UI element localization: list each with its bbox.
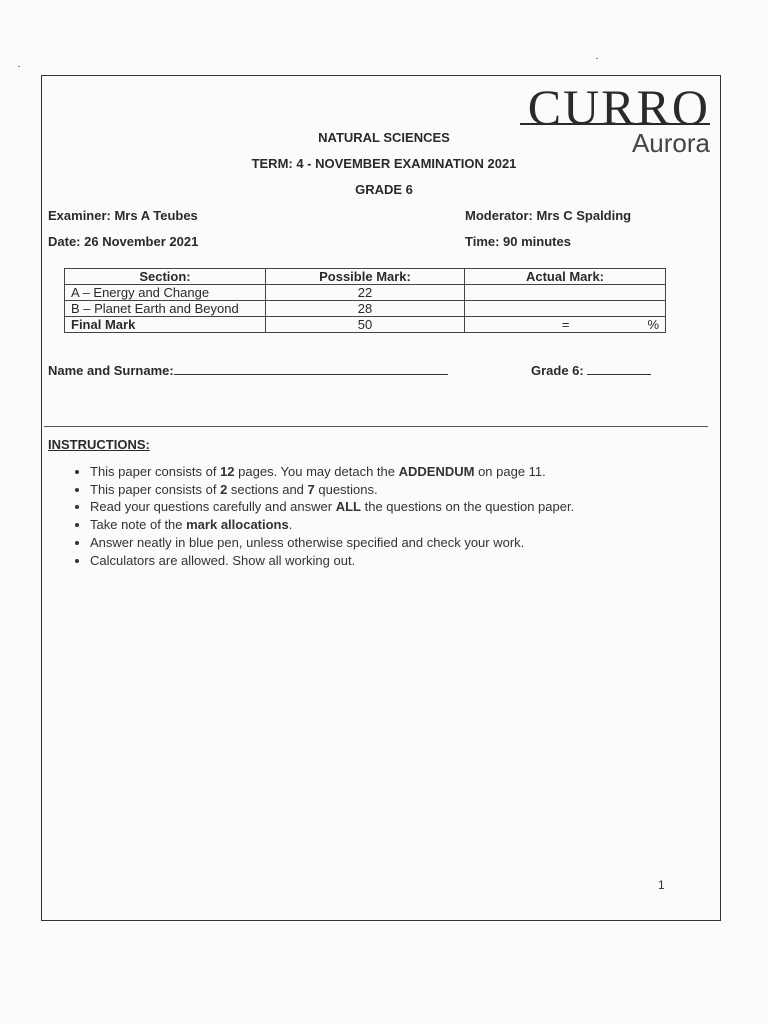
final-actual[interactable]: [465, 317, 666, 333]
exam-time: Time: 90 minutes: [465, 234, 571, 249]
list-item: • Calculators are allowed. Show all working out.: [90, 552, 574, 570]
instructions-list: [68, 463, 574, 569]
scan-speck: [18, 66, 20, 67]
name-blank[interactable]: [174, 362, 448, 375]
table-header-row: [65, 269, 666, 285]
exam-date: Date: 26 November 2021: [48, 234, 199, 249]
logo-brand: CURRO: [527, 79, 710, 135]
final-percent: %: [647, 317, 659, 332]
list-item: • Read your questions carefully and answer ALL the questions on the question paper.: [90, 498, 574, 516]
row-section: B – Planet Earth and Beyond: [65, 301, 266, 317]
marks-table: [64, 268, 666, 333]
name-label: Name and Surname:: [48, 363, 174, 378]
exam-term: TERM: 4 - NOVEMBER EXAMINATION 2021: [251, 156, 517, 171]
grade-title: GRADE 6: [355, 182, 413, 197]
scan-speck: [596, 58, 598, 59]
row-section: A – Energy and Change: [65, 285, 266, 301]
header-section: Section:: [65, 269, 266, 285]
grade-field[interactable]: [531, 362, 651, 378]
list-item: • Answer neatly in blue pen, unless otherwise specified and check your work.: [90, 534, 574, 552]
row-possible: 22: [266, 285, 465, 301]
table-row-final: [65, 317, 666, 333]
logo-campus: Aurora: [631, 128, 710, 158]
instructions-title: INSTRUCTIONS:: [48, 437, 150, 452]
moderator: Moderator: Mrs C Spalding: [465, 208, 632, 223]
final-possible: 50: [266, 317, 465, 333]
table-row: [65, 301, 666, 317]
row-actual[interactable]: [465, 301, 666, 317]
row-actual[interactable]: [465, 285, 666, 301]
list-item: • Take note of the mark allocations.: [90, 516, 574, 534]
name-field[interactable]: [48, 362, 448, 378]
final-label: Final Mark: [65, 317, 266, 333]
grade-label: Grade 6:: [531, 363, 584, 378]
examiner: Examiner: Mrs A Teubes: [48, 208, 198, 223]
header-possible: Possible Mark:: [266, 269, 465, 285]
list-item: • This paper consists of 12 pages. You may detach the ADDENDUM on page 11.: [90, 463, 574, 481]
page-number: 1: [658, 878, 665, 892]
subject-title: NATURAL SCIENCES: [318, 130, 450, 145]
section-divider: [44, 426, 708, 427]
curro-aurora-logo: [516, 78, 716, 158]
row-possible: 28: [266, 301, 465, 317]
grade-blank[interactable]: [587, 362, 651, 375]
table-row: [65, 285, 666, 301]
final-equals: =: [561, 317, 570, 332]
header-actual: Actual Mark:: [465, 269, 666, 285]
list-item: • This paper consists of 2 sections and 7 questions.: [90, 481, 574, 499]
logo-underline: [520, 123, 710, 125]
